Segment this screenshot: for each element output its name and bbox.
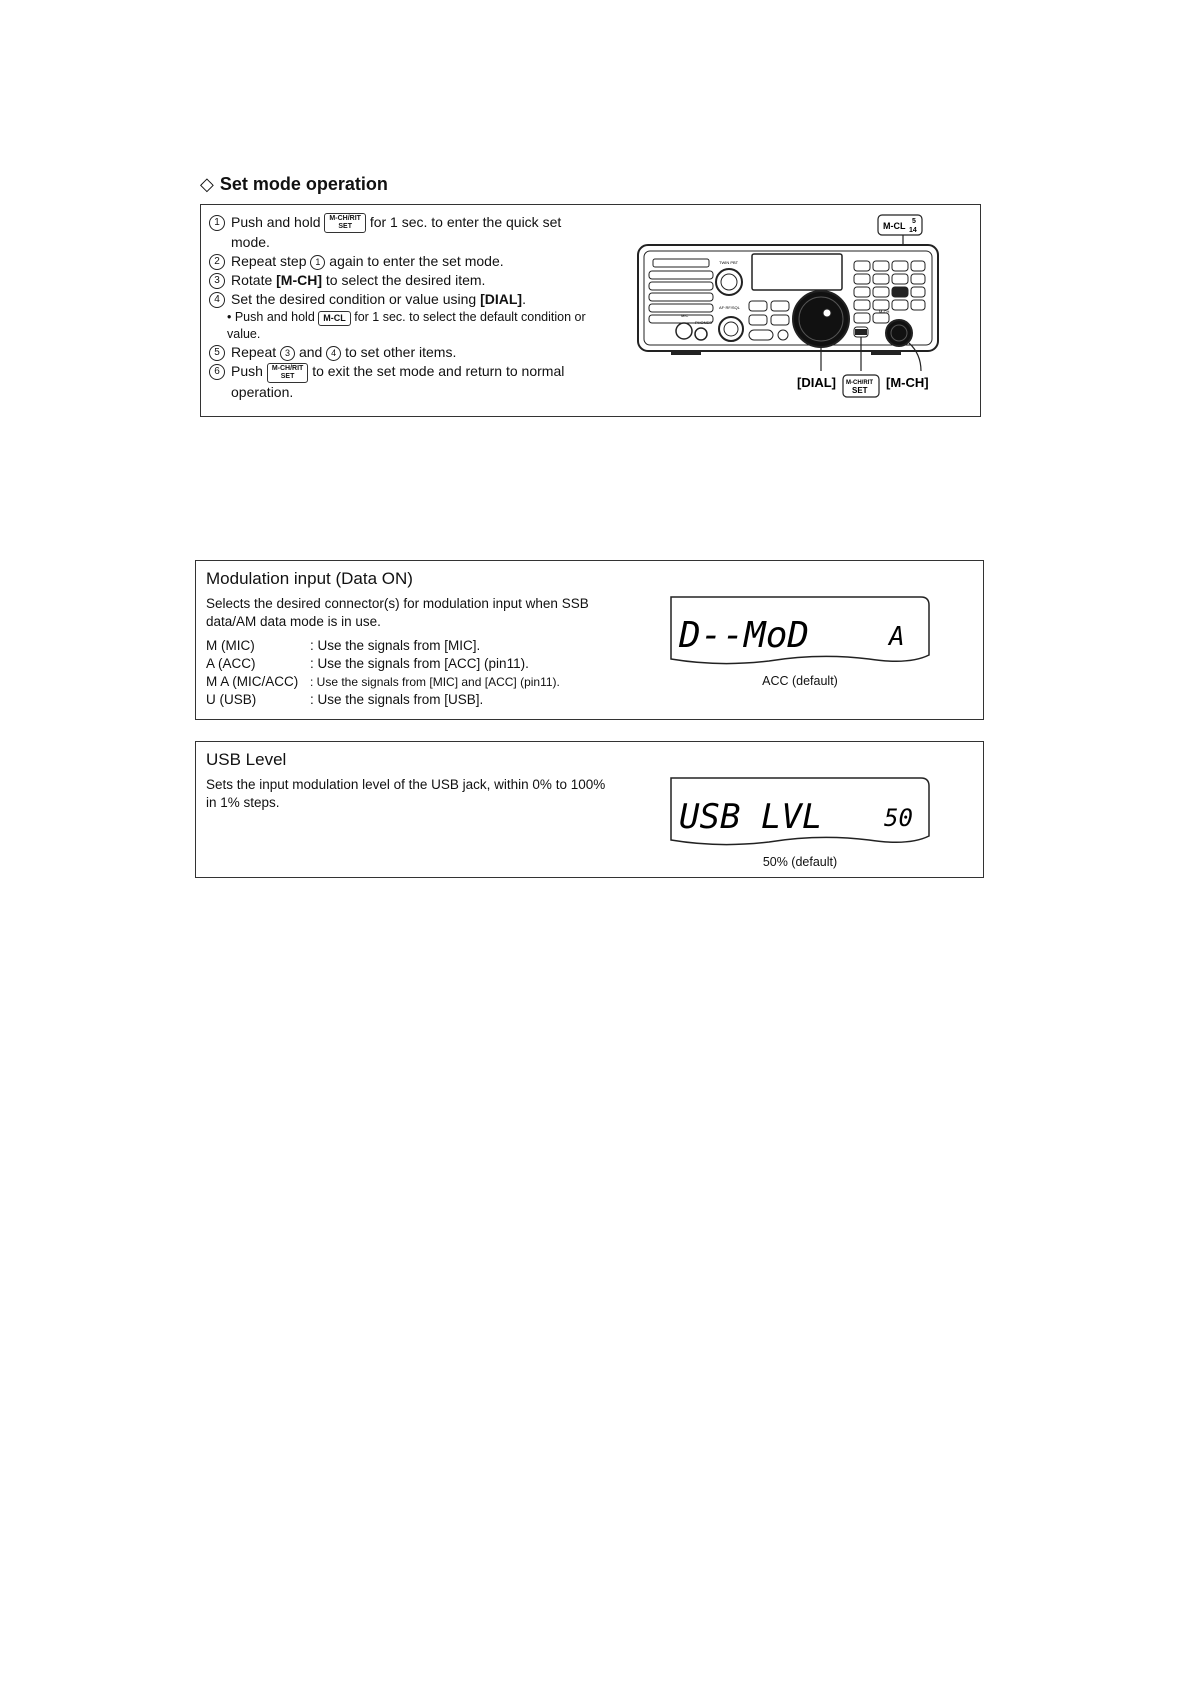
phones-label: PHONES (695, 320, 712, 325)
lcd-caption: ACC (default) (762, 674, 838, 688)
option-row: A (ACC) : Use the signals from [ACC] (pin11). (206, 656, 529, 671)
usb-level-box (195, 741, 984, 878)
mch-rit-set-key: M-CH/RIT SET (267, 363, 309, 383)
lcd-right-text: A (889, 622, 905, 652)
lcd-readout-modulation (669, 595, 931, 665)
step-3: 3 Rotate [M-CH] to select the desired item. (209, 271, 589, 290)
diamond-icon: ◇ (200, 174, 214, 194)
modulation-options-list (206, 637, 560, 709)
step-6: 6 Push M-CH/RIT SET to exit the set mode and return to normal operation. (209, 362, 589, 401)
step-number: 2 (209, 254, 225, 270)
lcd-left-text: D--MoD (679, 615, 810, 656)
set-key-bottom-label: SET (852, 386, 868, 395)
step-ref: 1 (310, 255, 325, 270)
step-4: 4 Set the desired condition or value using [DIAL]. (209, 290, 589, 309)
mcl-key: M-CL (318, 311, 351, 326)
mcl-button-highlight (892, 287, 908, 297)
main-dial (793, 291, 849, 347)
set-mode-box (200, 204, 981, 417)
step-2: 2 Repeat step 1 again to enter the set mode. (209, 252, 589, 271)
radio-diagram (631, 209, 976, 414)
mcl-key-label: M-CL (883, 221, 906, 231)
set-mode-steps (209, 213, 589, 402)
mch-rit-set-key: M-CH/RIT SET (324, 213, 366, 233)
mcl-digit-bottom: 14 (909, 227, 917, 234)
option-row: M (MIC) : Use the signals from [MIC]. (206, 638, 481, 653)
radio-front-panel-illustration (631, 209, 976, 414)
modulation-input-description: Selects the desired connector(s) for modulation input when SSB data/AM data mode is in use. (206, 596, 589, 629)
step-number: 4 (209, 292, 225, 308)
mch-panel-label: M-CH (879, 309, 890, 314)
lcd-readout-usb-level (669, 776, 931, 846)
step-number: 5 (209, 345, 225, 361)
option-row: M A (MIC/ACC) : Use the signals from [MIC] and [ACC] (pin11). (206, 674, 560, 689)
step-1: 1 Push and hold M-CH/RIT SET for 1 sec. to enter the quick set mode. (209, 213, 589, 252)
step-ref: 3 (280, 346, 295, 361)
usb-level-title: USB Level (206, 750, 287, 769)
step-5: 5 Repeat 3 and 4 to set other items. (209, 343, 589, 362)
af-rf-label: AF·RF/SQL (719, 305, 740, 310)
option-row: U (USB) : Use the signals from [USB]. (206, 692, 484, 707)
set-key-top-label: M-CH/RIT (846, 380, 873, 386)
lcd-left-text: USB LVL (679, 797, 823, 837)
mch-label: [M-CH] (886, 375, 929, 390)
lcd-right-text: 50 (884, 804, 913, 832)
step-number: 1 (209, 215, 225, 231)
step-ref: 4 (326, 346, 341, 361)
mic-connector (676, 323, 692, 339)
mch-knob (886, 320, 912, 346)
lcd-caption: 50% (default) (762, 855, 838, 869)
step-number: 6 (209, 364, 225, 380)
modulation-input-title: Modulation input (Data ON) (206, 569, 413, 588)
step-number: 3 (209, 273, 225, 289)
twin-pbt-label: TWIN PBT (719, 260, 739, 265)
dial-label: [DIAL] (797, 375, 836, 390)
step-4-note: • Push and hold M-CL for 1 sec. to select the default condition or value. (227, 310, 586, 342)
mic-label: MIC (681, 313, 689, 318)
usb-level-description: Sets the input modulation level of the USB jack, within 0% to 100% in 1% steps. (206, 777, 606, 810)
radio-lcd-display (752, 254, 842, 290)
phones-jack (695, 328, 707, 340)
mcl-digit-top: 5 (912, 218, 916, 225)
set-mode-heading: ◇ Set mode operation (200, 174, 388, 194)
modulation-input-box (195, 560, 984, 720)
